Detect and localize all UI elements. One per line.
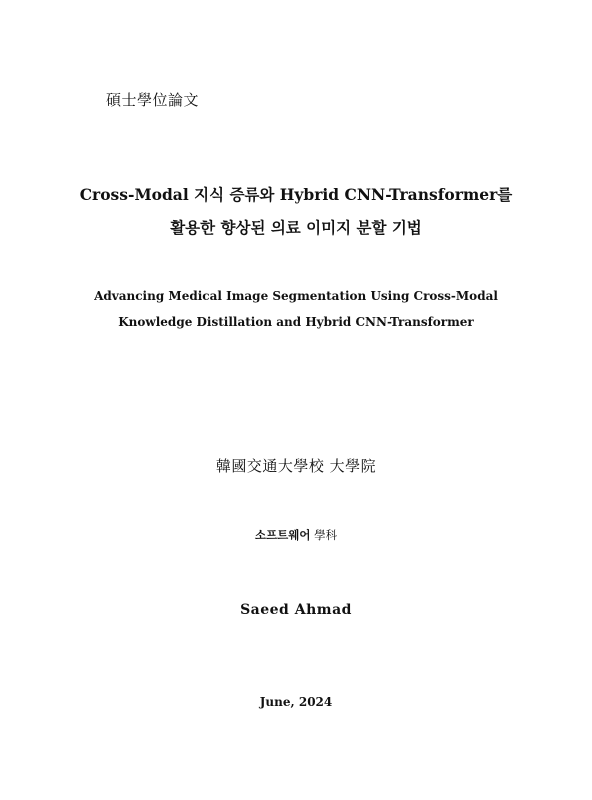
title-korean-line1: Cross-Modal 지식 증류와 Hybrid CNN-Transformer를 [79,185,513,204]
department-hanja: 學科 [314,528,338,542]
submission-date: June, 2024 [259,695,333,709]
degree-label: 碩士學位論文 [106,91,200,109]
university-name: 韓國交通大學校 大學院 [215,457,377,475]
title-english-line2: Knowledge Distillation and Hybrid CNN-Transformer [118,315,474,329]
department-korean: 소프트웨어 [254,528,311,542]
title-korean-line2: 활용한 향상된 의료 이미지 분할 기법 [170,218,422,237]
department [0,527,592,543]
title-english-line1: Advancing Medical Image Segmentation Using Cross-Modal [94,289,498,303]
author-name: Saeed Ahmad [240,602,352,618]
